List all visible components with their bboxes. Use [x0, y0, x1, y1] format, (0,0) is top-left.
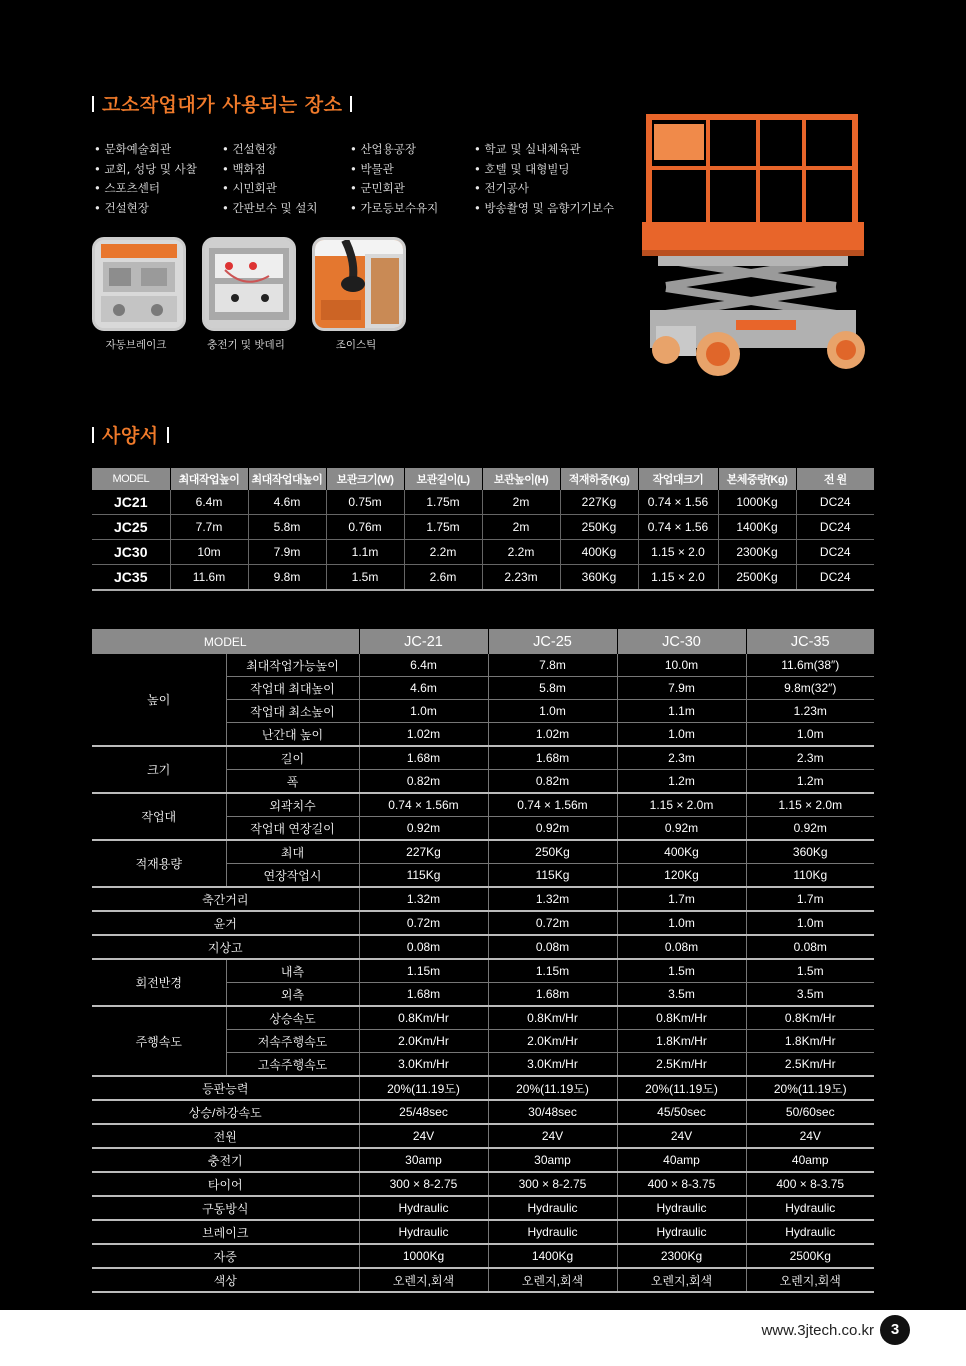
- website-link[interactable]: www.3jtech.co.kr: [761, 1322, 874, 1339]
- places-column-2: [222, 140, 352, 218]
- row-label: 등판능력: [92, 1076, 359, 1100]
- table-cell: 4.6m: [359, 677, 488, 700]
- table-cell: 1.02m: [359, 723, 488, 747]
- table-cell: 7.7m: [170, 515, 248, 540]
- table-cell: 115Kg: [359, 864, 488, 888]
- group-label: 작업대: [92, 793, 226, 840]
- table-header: 보관길이(L): [404, 468, 482, 490]
- table-cell: 20%(11.19도): [359, 1076, 488, 1100]
- table-cell: 0.92m: [488, 817, 617, 841]
- scissor-lift-photo: [636, 110, 876, 380]
- table-row: [92, 1124, 874, 1148]
- table-cell: 1.15m: [488, 959, 617, 983]
- table-cell: 3.0Km/Hr: [488, 1053, 617, 1077]
- table-cell: 0.72m: [488, 911, 617, 935]
- row-label: 길이: [226, 746, 359, 770]
- table-cell: 2500Kg: [718, 565, 796, 591]
- table-cell: 2.3m: [617, 746, 746, 770]
- table-cell: 10m: [170, 540, 248, 565]
- footer: [0, 1310, 966, 1366]
- table-cell: 1000Kg: [718, 490, 796, 515]
- table-cell: 5.8m: [488, 677, 617, 700]
- table-row: [92, 911, 874, 935]
- table-cell: 400 × 8-3.75: [617, 1172, 746, 1196]
- row-label: 최대작업가능높이: [226, 654, 359, 677]
- table-cell: 2.0Km/Hr: [359, 1030, 488, 1053]
- row-label: 브레이크: [92, 1220, 359, 1244]
- table-cell: 2.6m: [404, 565, 482, 591]
- table-header: JC-35: [746, 629, 874, 654]
- row-label: 지상고: [92, 935, 359, 959]
- table-cell: 3.5m: [617, 983, 746, 1007]
- table-cell: 1.1m: [326, 540, 404, 565]
- list-item: • 박물관: [350, 161, 394, 176]
- table-cell: 1.5m: [326, 565, 404, 591]
- table-cell: 6.4m: [170, 490, 248, 515]
- table-cell: 1.15 × 2.0: [638, 565, 718, 591]
- table-cell: 오렌지,회색: [746, 1268, 874, 1292]
- table-cell: 1.1m: [617, 700, 746, 723]
- table-cell: 24V: [746, 1124, 874, 1148]
- table-cell: 1.2m: [617, 770, 746, 794]
- table-cell: DC24: [796, 540, 874, 565]
- table-row: [92, 1196, 874, 1220]
- row-label: 구동방식: [92, 1196, 359, 1220]
- table-cell: DC24: [796, 515, 874, 540]
- group-label: 회전반경: [92, 959, 226, 1006]
- table-cell: 0.92m: [746, 817, 874, 841]
- table-cell: 300 × 8-2.75: [488, 1172, 617, 1196]
- table-cell: Hydraulic: [617, 1220, 746, 1244]
- table-cell: 1400Kg: [488, 1244, 617, 1268]
- table-row: [92, 1148, 874, 1172]
- table-cell: 1.7m: [617, 887, 746, 911]
- table-cell: 0.08m: [488, 935, 617, 959]
- table-row: [92, 1100, 874, 1124]
- table-cell: 1.0m: [488, 700, 617, 723]
- table-cell: 0.82m: [359, 770, 488, 794]
- table-cell: 1000Kg: [359, 1244, 488, 1268]
- table-row: [92, 654, 874, 677]
- table-header: JC-30: [617, 629, 746, 654]
- table-cell: 1.02m: [488, 723, 617, 747]
- thumbnail-caption: 조이스틱: [335, 339, 377, 351]
- table-cell: 2500Kg: [746, 1244, 874, 1268]
- table-cell: 0.8Km/Hr: [359, 1006, 488, 1030]
- table-cell: 4.6m: [248, 490, 326, 515]
- table-cell: 120Kg: [617, 864, 746, 888]
- table-cell: 400Kg: [617, 840, 746, 864]
- table-cell: 1.68m: [359, 746, 488, 770]
- places-column-4: [474, 140, 634, 218]
- table-row: [92, 1076, 874, 1100]
- list-item: • 교회, 성당 및 사찰: [94, 161, 197, 176]
- list-item: • 방송촬영 및 음향기기보수: [474, 200, 614, 215]
- table-cell: 1.32m: [488, 887, 617, 911]
- thumbnail-caption: 자동브레이크: [105, 339, 167, 351]
- table-cell: DC24: [796, 565, 874, 591]
- table-cell: 250Kg: [488, 840, 617, 864]
- row-label: 고속주행속도: [226, 1053, 359, 1077]
- table-cell: 0.08m: [617, 935, 746, 959]
- table-cell: 1.0m: [359, 700, 488, 723]
- table-cell: 1.68m: [488, 983, 617, 1007]
- table-cell: DC24: [796, 490, 874, 515]
- row-label: 상승/하강속도: [92, 1100, 359, 1124]
- table-row: [92, 1244, 874, 1268]
- table-row: [92, 887, 874, 911]
- list-item: • 문화예술회관: [94, 142, 172, 156]
- table-header: 적재하중(Kg): [560, 468, 638, 490]
- table-cell: 0.82m: [488, 770, 617, 794]
- table-row: [92, 840, 874, 864]
- list-item: • 건설현장: [222, 142, 277, 156]
- table-cell: 1.2m: [746, 770, 874, 794]
- table-cell: 오렌지,회색: [617, 1268, 746, 1292]
- table-cell: 400 × 8-3.75: [746, 1172, 874, 1196]
- list-item: • 학교 및 실내체육관: [474, 142, 581, 156]
- table-cell: Hydraulic: [488, 1220, 617, 1244]
- table-cell: 24V: [488, 1124, 617, 1148]
- table-cell: 1.8Km/Hr: [617, 1030, 746, 1053]
- table-cell: 20%(11.19도): [488, 1076, 617, 1100]
- table-header: MODEL: [92, 468, 170, 490]
- table-cell: 24V: [359, 1124, 488, 1148]
- table-cell: 0.75m: [326, 490, 404, 515]
- table-cell: 2.2m: [482, 540, 560, 565]
- table-cell: 2300Kg: [617, 1244, 746, 1268]
- row-label: 충전기: [92, 1148, 359, 1172]
- table-cell: Hydraulic: [746, 1220, 874, 1244]
- thumbnail-caption: 충전기 및 밧데리: [207, 339, 285, 351]
- row-label: 전원: [92, 1124, 359, 1148]
- list-item: • 건설현장: [94, 200, 149, 215]
- table-cell: 1.15 × 2.0m: [746, 793, 874, 817]
- group-label: 주행속도: [92, 1006, 226, 1076]
- table-cell: 11.6m: [170, 565, 248, 591]
- table-cell: 227Kg: [560, 490, 638, 515]
- table-cell: 0.72m: [359, 911, 488, 935]
- list-item: • 산업용공장: [350, 142, 416, 156]
- table-cell: 1.32m: [359, 887, 488, 911]
- list-item: • 간판보수 및 설치: [222, 200, 318, 215]
- table-row: [92, 490, 874, 515]
- table-cell: Hydraulic: [746, 1196, 874, 1220]
- table-cell: 110Kg: [746, 864, 874, 888]
- table-cell: 오렌지,회색: [359, 1268, 488, 1292]
- table-cell: 1.8Km/Hr: [746, 1030, 874, 1053]
- table-row: [92, 935, 874, 959]
- table-cell: Hydraulic: [488, 1196, 617, 1220]
- row-label: 타이어: [92, 1172, 359, 1196]
- table-cell: 0.74 × 1.56: [638, 515, 718, 540]
- list-item: • 전기공사: [474, 181, 529, 195]
- table-header-row: [92, 468, 874, 490]
- spec-detail-table: [92, 629, 874, 1293]
- table-cell: 1.0m: [746, 911, 874, 935]
- row-label: 폭: [226, 770, 359, 794]
- table-header: MODEL: [92, 629, 359, 654]
- row-label: 난간대 높이: [226, 723, 359, 747]
- auto-brake-photo: [92, 237, 186, 331]
- table-row: [92, 746, 874, 770]
- table-cell: 115Kg: [488, 864, 617, 888]
- table-cell: 40amp: [617, 1148, 746, 1172]
- table-cell: 30amp: [488, 1148, 617, 1172]
- row-label: 윤거: [92, 911, 359, 935]
- table-cell: 0.8Km/Hr: [746, 1006, 874, 1030]
- row-label: 연장작업시: [226, 864, 359, 888]
- table-cell: 40amp: [746, 1148, 874, 1172]
- table-cell: 1.75m: [404, 490, 482, 515]
- table-cell: 3.5m: [746, 983, 874, 1007]
- model-cell: JC35: [92, 565, 170, 591]
- table-cell: 0.74 × 1.56m: [359, 793, 488, 817]
- list-item: • 호텔 및 대형빌딩: [474, 161, 570, 176]
- table-cell: 0.8Km/Hr: [488, 1006, 617, 1030]
- table-cell: 3.0Km/Hr: [359, 1053, 488, 1077]
- places-column-1: [94, 140, 224, 218]
- table-cell: 11.6m(38″): [746, 654, 874, 677]
- table-cell: 1.0m: [617, 723, 746, 747]
- table-cell: 0.76m: [326, 515, 404, 540]
- table-cell: 2.5Km/Hr: [617, 1053, 746, 1077]
- table-header: JC-21: [359, 629, 488, 654]
- table-header: 최대작업높이: [170, 468, 248, 490]
- table-cell: 1.15m: [359, 959, 488, 983]
- table-cell: 2m: [482, 490, 560, 515]
- table-cell: 1.5m: [746, 959, 874, 983]
- table-cell: 1.0m: [617, 911, 746, 935]
- table-cell: 1.15 × 2.0m: [617, 793, 746, 817]
- table-cell: 2.5Km/Hr: [746, 1053, 874, 1077]
- table-row: [92, 515, 874, 540]
- table-row: [92, 1172, 874, 1196]
- table-cell: 25/48sec: [359, 1100, 488, 1124]
- table-cell: 1.75m: [404, 515, 482, 540]
- group-label: 크기: [92, 746, 226, 793]
- page-number: 3: [880, 1315, 910, 1345]
- table-header: JC-25: [488, 629, 617, 654]
- table-cell: 1400Kg: [718, 515, 796, 540]
- table-cell: 250Kg: [560, 515, 638, 540]
- table-cell: 0.74 × 1.56: [638, 490, 718, 515]
- table-cell: 6.4m: [359, 654, 488, 677]
- joystick-photo: [312, 237, 406, 331]
- table-cell: 2m: [482, 515, 560, 540]
- row-label: 저속주행속도: [226, 1030, 359, 1053]
- model-cell: JC21: [92, 490, 170, 515]
- group-label: 적재용량: [92, 840, 226, 887]
- table-cell: Hydraulic: [359, 1220, 488, 1244]
- model-cell: JC25: [92, 515, 170, 540]
- table-cell: 24V: [617, 1124, 746, 1148]
- table-cell: 0.74 × 1.56m: [488, 793, 617, 817]
- table-cell: 50/60sec: [746, 1100, 874, 1124]
- row-label: 상승속도: [226, 1006, 359, 1030]
- table-row: [92, 1220, 874, 1244]
- table-header: 본체중량(Kg): [718, 468, 796, 490]
- row-label: 색상: [92, 1268, 359, 1292]
- table-header: 작업대크기: [638, 468, 718, 490]
- spec-section-title: 사양서: [92, 421, 177, 448]
- list-item: • 시민회관: [222, 181, 277, 195]
- table-cell: 0.8Km/Hr: [617, 1006, 746, 1030]
- table-cell: 20%(11.19도): [617, 1076, 746, 1100]
- table-cell: 2.2m: [404, 540, 482, 565]
- table-cell: 1.68m: [359, 983, 488, 1007]
- places-column-3: [350, 140, 480, 218]
- table-cell: 45/50sec: [617, 1100, 746, 1124]
- row-label: 축간거리: [92, 887, 359, 911]
- table-cell: 2.3m: [746, 746, 874, 770]
- table-cell: 1.7m: [746, 887, 874, 911]
- row-label: 작업대 연장길이: [226, 817, 359, 841]
- model-cell: JC30: [92, 540, 170, 565]
- table-cell: 오렌지,회색: [488, 1268, 617, 1292]
- row-label: 최대: [226, 840, 359, 864]
- table-cell: 2.0Km/Hr: [488, 1030, 617, 1053]
- table-row: [92, 540, 874, 565]
- table-row: [92, 793, 874, 817]
- table-cell: 1.68m: [488, 746, 617, 770]
- row-label: 자중: [92, 1244, 359, 1268]
- list-item: • 군민회관: [350, 181, 405, 195]
- list-item: • 스포츠센터: [94, 181, 160, 195]
- spec-summary-table: [92, 468, 874, 591]
- table-cell: Hydraulic: [617, 1196, 746, 1220]
- table-cell: 30amp: [359, 1148, 488, 1172]
- list-item: • 백화점: [222, 161, 266, 176]
- table-header-row: [92, 629, 874, 654]
- table-cell: 10.0m: [617, 654, 746, 677]
- table-header: 최대작업대높이: [248, 468, 326, 490]
- row-label: 외곽치수: [226, 793, 359, 817]
- row-label: 외측: [226, 983, 359, 1007]
- list-item: • 가로등보수유지: [350, 200, 439, 215]
- table-cell: 7.9m: [248, 540, 326, 565]
- table-cell: 1.5m: [617, 959, 746, 983]
- table-cell: 9.8m: [248, 565, 326, 591]
- row-label: 작업대 최소높이: [226, 700, 359, 723]
- table-header: 보관높이(H): [482, 468, 560, 490]
- places-section-title: 고소작업대가 사용되는 장소: [92, 90, 360, 117]
- table-cell: 2300Kg: [718, 540, 796, 565]
- table-cell: 2.23m: [482, 565, 560, 591]
- table-row: [92, 1268, 874, 1292]
- table-cell: 360Kg: [746, 840, 874, 864]
- table-header: 보관크기(W): [326, 468, 404, 490]
- table-cell: Hydraulic: [359, 1196, 488, 1220]
- table-row: [92, 565, 874, 591]
- charger-battery-photo: [202, 237, 296, 331]
- group-label: 높이: [92, 654, 226, 746]
- table-cell: 9.8m(32″): [746, 677, 874, 700]
- table-cell: 400Kg: [560, 540, 638, 565]
- table-cell: 20%(11.19도): [746, 1076, 874, 1100]
- table-row: [92, 1006, 874, 1030]
- table-cell: 1.23m: [746, 700, 874, 723]
- table-cell: 30/48sec: [488, 1100, 617, 1124]
- table-row: [92, 959, 874, 983]
- table-cell: 0.08m: [746, 935, 874, 959]
- row-label: 작업대 최대높이: [226, 677, 359, 700]
- table-cell: 7.8m: [488, 654, 617, 677]
- table-cell: 360Kg: [560, 565, 638, 591]
- row-label: 내측: [226, 959, 359, 983]
- table-cell: 0.92m: [359, 817, 488, 841]
- table-header: 전 원: [796, 468, 874, 490]
- table-cell: 300 × 8-2.75: [359, 1172, 488, 1196]
- table-cell: 227Kg: [359, 840, 488, 864]
- table-cell: 0.92m: [617, 817, 746, 841]
- table-cell: 7.9m: [617, 677, 746, 700]
- table-cell: 1.15 × 2.0: [638, 540, 718, 565]
- table-cell: 5.8m: [248, 515, 326, 540]
- table-cell: 0.08m: [359, 935, 488, 959]
- table-cell: 1.0m: [746, 723, 874, 747]
